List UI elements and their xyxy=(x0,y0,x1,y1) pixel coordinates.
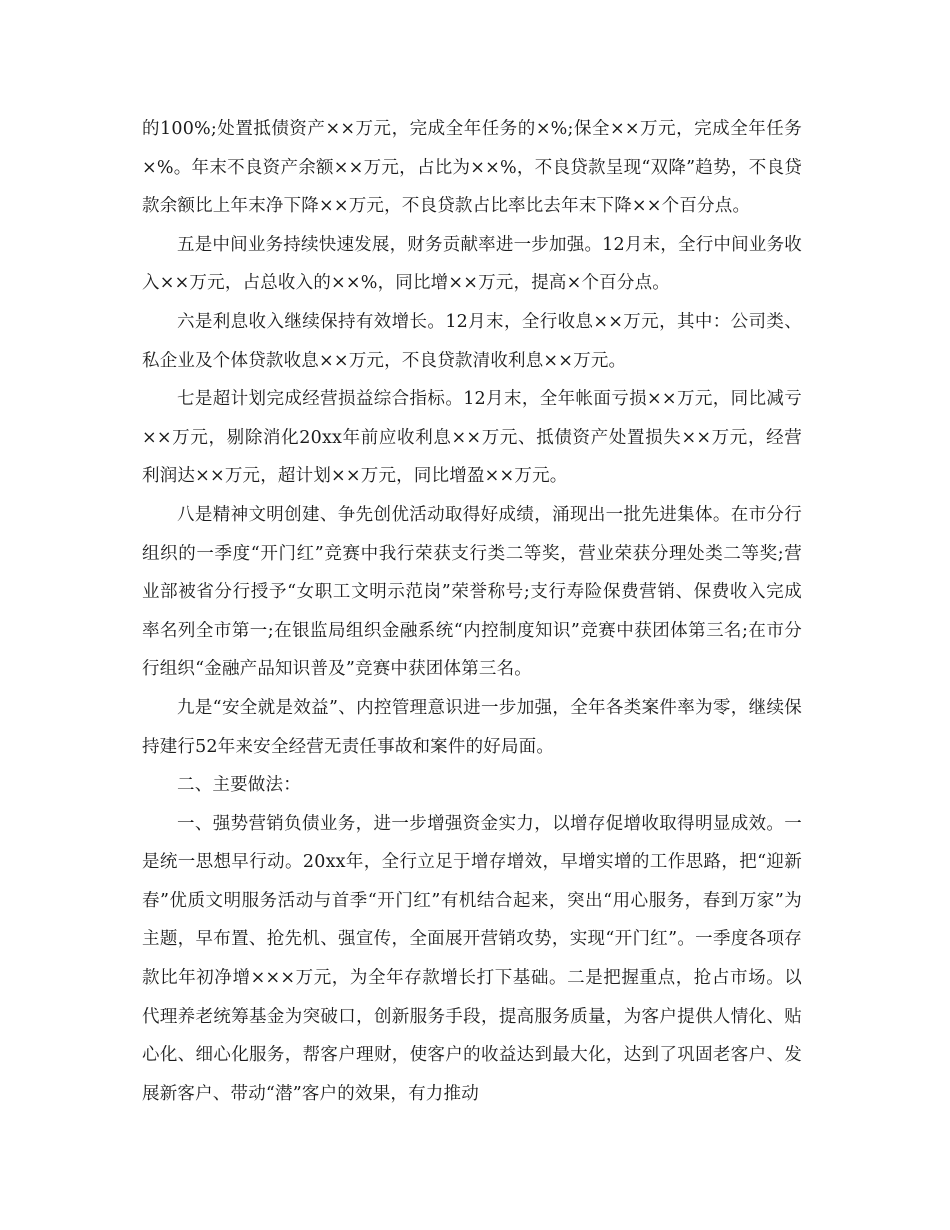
paragraph-1: 的100%;处置抵债资产××万元，完成全年任务的×%;保全××万元，完成全年任务×%。年末不良资产余额××万元，占比为××%，不良贷款呈现“双降”趋势，不良贷款余额比上年末净下降××万元，不良贷款占比率比去年末下降××个百分点。 xyxy=(142,119,802,217)
document-body xyxy=(142,110,802,1113)
paragraph-3: 六是利息收入继续保持有效增长。12月末，全行收息××万元，其中：公司类、私企业及个体贷款收息××万元，不良贷款清收利息××万元。 xyxy=(142,311,802,371)
paragraph-2: 五是中间业务持续快速发展，财务贡献率进一步加强。12月末，全行中间业务收入××万元，占总收入的××%，同比增××万元，提高×个百分点。 xyxy=(142,234,802,294)
paragraph-4: 七是超计划完成经营损益综合指标。12月末，全年帐面亏损××万元，同比减亏××万元，剔除消化20xx年前应收利息××万元、抵债资产处置损失××万元，经营利润达××万元，超计划××万元，同比增盈××万元。 xyxy=(142,389,802,487)
section-heading: 二、主要做法： xyxy=(177,775,301,796)
paragraph-6: 九是“安全就是效益”、内控管理意识进一步加强，全年各类案件率为零，继续保持建行52年来安全经营无责任事故和案件的好局面。 xyxy=(142,697,802,757)
paragraph-5: 八是精神文明创建、争先创优活动取得好成绩，涌现出一批先进集体。在市分行组织的一季度“开门红”竞赛中我行荣获支行类二等奖，营业荣获分理处类二等奖;营业部被省分行授予“女职工文明示范岗”荣誉称号;支行寿险保费营销、保费收入完成率名列全市第一;在银监局组织金融系统“内控制度知识”竞赛中获团体第三名;在市分行组织“金融产品知识普及”竞赛中获团体第三名。 xyxy=(142,504,802,680)
paragraph-7: 一、强势营销负债业务，进一步增强资金实力，以增存促增收取得明显成效。一是统一思想早行动。20xx年，全行立足于增存增效，早增实增的工作思路，把“迎新春”优质文明服务活动与首季“开门红”有机结合起来，突出“用心服务，春到万家”为主题，早布置、抢先机、强宣传，全面展开营销攻势，实现“开门红”。一季度各项存款比年初净增×××万元，为全年存款增长打下基础。二是把握重点，抢占市场。以代理养老统筹基金为突破口，创新服务手段，提高服务质量，为客户提供人情化、贴心化、细心化服务，帮客户理财，使客户的收益达到最大化，达到了巩固老客户、发展新客户、带动“潜”客户的效果，有力推动 xyxy=(142,813,802,1104)
